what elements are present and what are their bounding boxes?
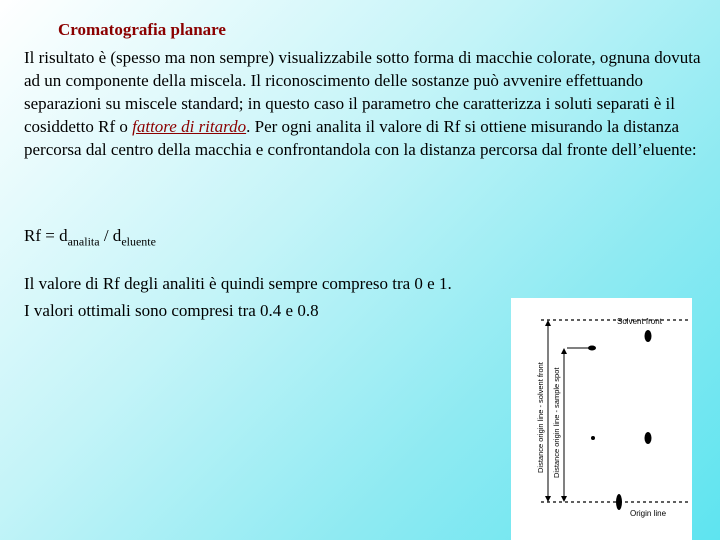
paragraph-text-start: Il risultato è (spesso ma non sempre) visualizzabile sotto forma di macchie colorate, ognuna dovuta ad un componente della miscela. Il riconoscimento delle sostanze può avvenire effettuando separazioni su miscele standard; in questo caso il parametro che caratterizza i soluti separati è il cosiddetto Rf o bbox=[24, 48, 701, 136]
tlc-plate-figure bbox=[511, 298, 692, 540]
standard-spot-middle bbox=[645, 432, 652, 444]
outer-axis-label: Distance origin line - solvent front bbox=[536, 362, 545, 473]
origin-line-label: Origin line bbox=[630, 509, 667, 518]
sample-spot-middle bbox=[591, 436, 595, 440]
formula-subscript-eluente: eluente bbox=[121, 234, 156, 249]
rf-formula bbox=[24, 226, 156, 249]
formula-subscript-analita: analita bbox=[67, 234, 100, 249]
outer-arrow-head-bottom bbox=[545, 496, 551, 502]
intro-paragraph bbox=[24, 46, 714, 161]
inner-arrow-head-top bbox=[561, 348, 567, 354]
inner-axis-label: Distance origin line - sample spot bbox=[552, 367, 561, 478]
formula-lhs: Rf = d bbox=[24, 226, 68, 245]
inner-arrow-head-bottom bbox=[561, 496, 567, 502]
retardation-factor-term: fattore di ritardo bbox=[132, 117, 247, 136]
formula-divider: / d bbox=[99, 226, 122, 245]
outer-arrow-head-top bbox=[545, 320, 551, 326]
paragraph-text-end: . Per ogni analita il valore di Rf si ottiene misurando la distanza percorsa dal centro della macchia e confrontandola con la distanza percorsa dal fronte dell’eluente: bbox=[24, 117, 697, 159]
rf-optimal-text: I valori ottimali sono compresi tra 0.4 e 0.8 bbox=[24, 301, 319, 320]
rf-range-text: Il valore di Rf degli analiti è quindi sempre compreso tra 0 e 1. bbox=[24, 274, 452, 293]
solvent-front-label: Solvent front bbox=[617, 317, 662, 326]
sample-spot-upper bbox=[588, 346, 596, 351]
slide-title: Cromatografia planare bbox=[58, 20, 226, 39]
origin-spot bbox=[616, 494, 622, 510]
standard-spot-upper bbox=[645, 330, 652, 342]
